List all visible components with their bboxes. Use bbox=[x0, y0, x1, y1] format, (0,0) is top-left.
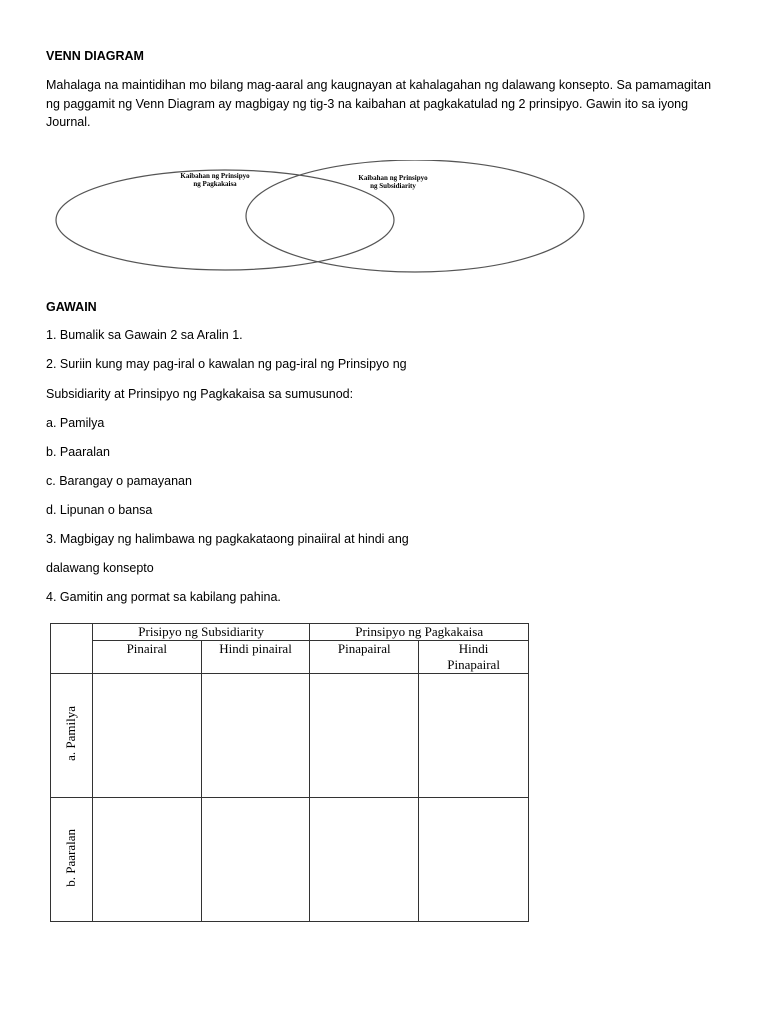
table-col-pinairal: Pinairal bbox=[92, 641, 201, 674]
venn-left-label: Kaibahan ng Prinsipyo ng Pagkakaisa bbox=[180, 172, 250, 188]
gawain-line: dalawang konsepto bbox=[46, 561, 154, 575]
venn-diagram bbox=[55, 160, 590, 280]
gawain-line: 2. Suriin kung may pag-iral o kawalan ng pag-iral ng Prinsipyo ng bbox=[46, 357, 407, 371]
table-cell bbox=[92, 674, 201, 798]
table-row-header-pamilya: a. Pamilya bbox=[51, 674, 93, 798]
table-col-hindi-pinapairal: Hindi Pinapairal bbox=[419, 641, 529, 674]
venn-instructions: Mahalaga na maintidihan mo bilang mag-aaral ang kaugnayan at kahalagahan ng dalawang konsepto. Sa pamamagitan ng paggamit ng Venn Diagram ay magbigay ng tig-3 na kaibahan at pagkakatulad ng 2 prinsipyo. Gawin ito sa iyong Journal. bbox=[46, 78, 712, 129]
gawain-heading: GAWAIN bbox=[46, 300, 97, 314]
gawain-line: d. Lipunan o bansa bbox=[46, 503, 153, 517]
table-group-pagkakaisa: Prinsipyo ng Pagkakaisa bbox=[310, 624, 529, 641]
venn-heading: VENN DIAGRAM bbox=[46, 49, 144, 63]
gawain-line: Subsidiarity at Prinsipyo ng Pagkakaisa sa sumusunod: bbox=[46, 387, 354, 401]
table-col-hindi-pinairal: Hindi pinairal bbox=[201, 641, 310, 674]
table-corner-cell bbox=[51, 624, 93, 674]
gawain-line: 4. Gamitin ang pormat sa kabilang pahina. bbox=[46, 590, 281, 604]
table-cell bbox=[419, 798, 529, 922]
gawain-line: 1. Bumalik sa Gawain 2 sa Aralin 1. bbox=[46, 328, 243, 342]
table-cell bbox=[310, 674, 419, 798]
gawain-line: 3. Magbigay ng halimbawa ng pagkakataong pinaiiral at hindi ang bbox=[46, 532, 409, 546]
principles-table bbox=[50, 623, 529, 922]
gawain-line: a. Pamilya bbox=[46, 416, 105, 430]
table-cell bbox=[419, 674, 529, 798]
gawain-line: b. Paaralan bbox=[46, 445, 110, 459]
table-col-pinapairal: Pinapairal bbox=[310, 641, 419, 674]
table-cell bbox=[201, 798, 310, 922]
gawain-line: c. Barangay o pamayanan bbox=[46, 474, 192, 488]
table-row-header-paaralan: b. Paaralan bbox=[51, 798, 93, 922]
table-cell bbox=[92, 798, 201, 922]
table-row bbox=[51, 798, 529, 922]
venn-right-label: Kaibahan ng Prinsipyo ng Subsidiarity bbox=[358, 174, 428, 190]
table-cell bbox=[201, 674, 310, 798]
table-group-subsidiarity: Prisipyo ng Subsidiarity bbox=[92, 624, 309, 641]
table-cell bbox=[310, 798, 419, 922]
table-row bbox=[51, 674, 529, 798]
